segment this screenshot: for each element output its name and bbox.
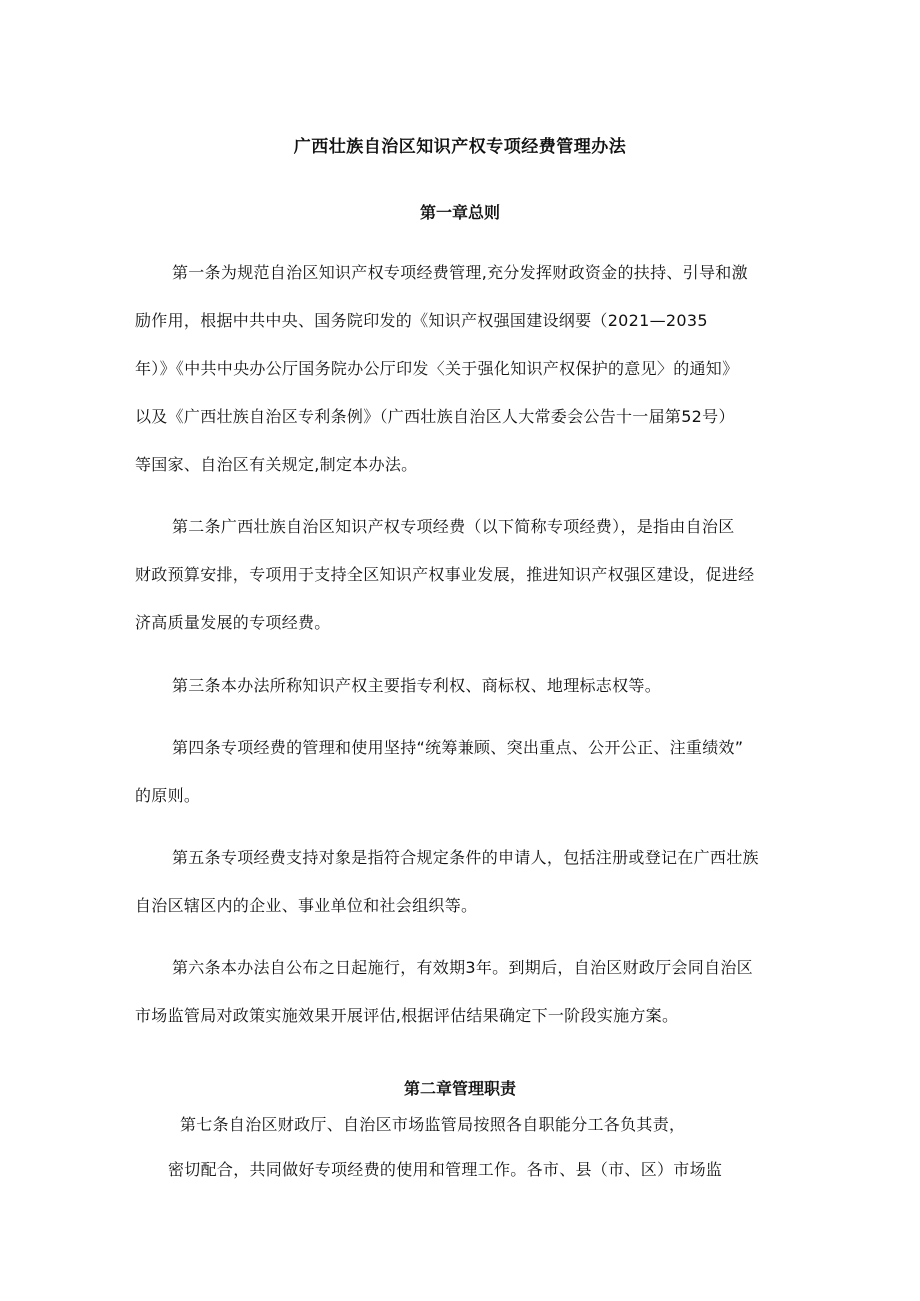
document-title: 广西壮族自治区知识产权专项经费管理办法 — [293, 137, 627, 157]
article-1-line-1: 第一条为规范自治区知识产权专项经费管理,充分发挥财政资金的扶持、引导和激 — [172, 263, 748, 282]
article-4-line-2: 的原则。 — [135, 786, 201, 805]
article-1-line-5: 等国家、自治区有关规定,制定本办法。 — [135, 455, 418, 474]
article-2-line-1: 第二条广西壮族自治区知识产权专项经费（以下简称专项经费），是指由自治区 — [172, 517, 735, 536]
article-7-line-2: 密切配合，共同做好专项经费的使用和管理工作。各市、县（市、区）市场监 — [168, 1160, 723, 1179]
chapter-1-heading: 第一章总则 — [419, 203, 500, 222]
article-5-line-2: 自治区辖区内的企业、事业单位和社会组织等。 — [135, 896, 478, 915]
article-2-line-2: 财政预算安排，专项用于支持全区知识产权事业发展，推进知识产权强区建设，促进经 — [135, 565, 755, 584]
article-4-line-1: 第四条专项经费的管理和使用坚持“统筹兼顾、突出重点、公开公正、注重绩效” — [172, 738, 744, 757]
article-1-line-4: 以及《广西壮族自治区专利条例》（广西壮族自治区人大常委会公告十一届第52号） — [135, 407, 735, 426]
article-1-line-2: 励作用，根据中共中央、国务院印发的《知识产权强国建设纲要（2021—2035 — [135, 311, 708, 330]
article-7-line-1: 第七条自治区财政厅、自治区市场监管局按照各自职能分工各负其责， — [180, 1115, 686, 1134]
article-6-line-2: 市场监管局对政策实施效果开展评估,根据评估结果确定下一阶段实施方案。 — [135, 1006, 679, 1025]
chapter-2-heading: 第二章管理职责 — [403, 1079, 516, 1098]
article-1-line-3: 年）》《中共中央办公厅国务院办公厅印发〈关于强化知识产权保护的意见〉的通知》 — [135, 359, 739, 378]
article-3-line-1: 第三条本办法所称知识产权主要指专利权、商标权、地理标志权等。 — [172, 676, 662, 695]
article-5-line-1: 第五条专项经费支持对象是指符合规定条件的申请人，包括注册或登记在广西壮族 — [172, 848, 759, 867]
article-2-line-3: 济高质量发展的专项经费。 — [135, 613, 331, 632]
article-6-line-1: 第六条本办法自公布之日起施行，有效期3年。到期后，自治区财政厅会同自治区 — [172, 958, 753, 977]
